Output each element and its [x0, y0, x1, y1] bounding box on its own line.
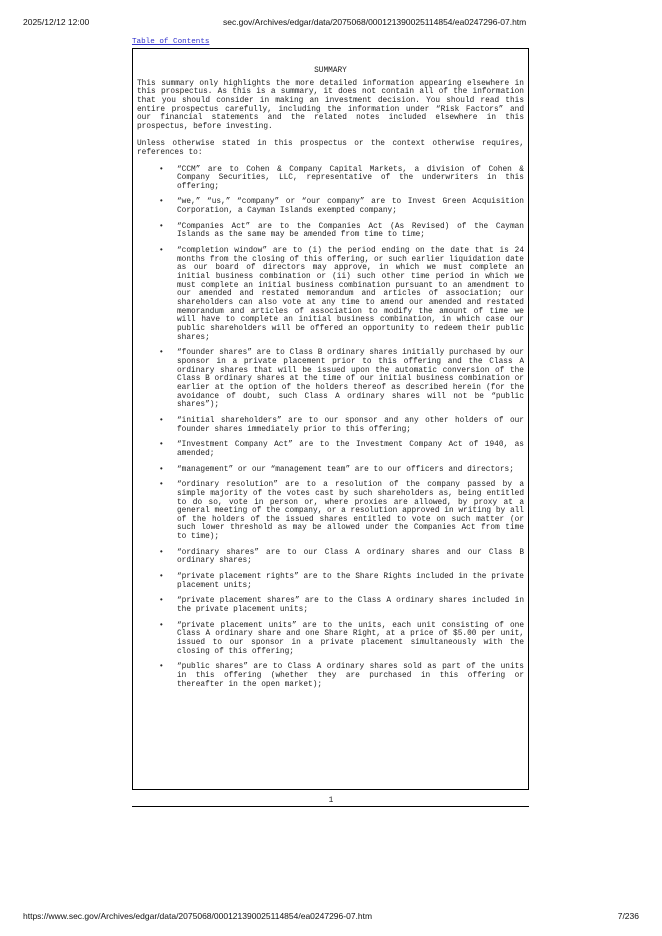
list-item [137, 466, 524, 475]
list-item [137, 663, 524, 689]
definition-text: “private placement rights” are to the Share Rights included in the private placement units; [177, 573, 524, 590]
definition-text: “management” or our “management team” are to our officers and directors; [177, 465, 514, 474]
bullet-icon: • [159, 247, 164, 256]
intro-paragraph: This summary only highlights the more detailed information appearing elsewhere in this prospectus. As this is a summary, it does not contain all of the information that you should consider in making an investment decision. You should read this entire prospectus carefully, including the information under “Risk Factors” and our financial statements and the related notes included elsewhere in this prospectus, before investing. [137, 79, 524, 131]
bullet-icon: • [159, 416, 164, 425]
definition-text: “Investment Company Act” are to the Investment Company Act of 1940, as amended; [177, 441, 524, 458]
page-number: 1 [328, 797, 334, 805]
bullet-icon: • [159, 573, 164, 582]
definition-text: “we,” “us,” “company” or “our company” are to Invest Green Acquisition Corporation, a Cayman Islands exempted company; [177, 198, 524, 216]
definition-text: “ordinary resolution” are to a resolution of the company passed by a simple majority of the votes cast by such shareholders as, being entitled to do so, vote in person or, where proxies are allowed, by proxy at a general meeting of the company, or a resolution approved in writing by all of the holders of the issued shares entitled to vote on such matter (or such lower threshold as may be allowed under the Companies Act from time to time); [177, 481, 524, 542]
definition-text: “initial shareholders” are to our sponsor and any other holders of our founder shares immediately prior to this offering; [177, 416, 524, 434]
list-item [137, 349, 524, 410]
bullet-icon: • [159, 465, 164, 474]
bullet-icon: • [159, 597, 164, 606]
definition-text: “Companies Act” are to the Companies Act (As Revised) of the Cayman Islands as the same may be amended from time to time; [177, 222, 524, 240]
list-item [137, 223, 524, 240]
definitions-list [137, 166, 524, 690]
list-item [137, 166, 524, 192]
bullet-icon: • [159, 481, 164, 490]
bullet-icon: • [159, 349, 164, 358]
definition-text: “founder shares” are to Class B ordinary shares initially purchased by our sponsor in a private placement prior to this offering and the Class A ordinary shares that will be issued upon the automatic conversion of the Class B ordinary shares at the time of our initial business combination or earlier at the option of the holders thereof as described herein (for the avoidance of doubt, such Class A ordinary shares will not be “public shares”); [177, 349, 524, 410]
list-item [137, 198, 524, 215]
definition-text: “private placement units” are to the units, each unit consisting of one Class A ordinary share and one Share Right, at a price of $5.00 per unit, issued to our sponsor in a private placement simultaneously with the closing of this offering; [177, 621, 524, 656]
list-item [137, 597, 524, 614]
bullet-icon: • [159, 441, 164, 450]
footer-url: https://www.sec.gov/Archives/edgar/data/2075068/000121390025114854/ea0247296-07.htm [23, 911, 373, 921]
print-datetime: 2025/12/12 12:00 [23, 17, 90, 27]
section-title: SUMMARY [314, 67, 347, 75]
definition-text: “ordinary shares” are to our Class A ordinary shares and our Class B ordinary shares; [177, 548, 524, 566]
footer-page-count: 7/236 [617, 911, 639, 921]
table-of-contents-link[interactable]: Table of Contents [132, 38, 210, 46]
list-item [137, 573, 524, 590]
list-item [137, 622, 524, 657]
bullet-icon: • [159, 621, 164, 630]
definition-text: “completion window” are to (i) the period ending on the date that is 24 months from the closing of this offering, or such earlier liquidation date as our board of directors may approve, in which we must complete an initial business combination or (ii) such other time period in which we must complete an initial business combination pursuant to an amendment to our amended and restated memorandum and articles of association; our shareholders can also vote at any time to amend our amended and restated memorandum and articles of association to modify the amount of time we will have to complete an initial business combination, in which case our public shareholders will be offered an opportunity to redeem their public shares; [177, 247, 524, 342]
references-paragraph: Unless otherwise stated in this prospectus or the context otherwise requires, references to: [137, 140, 524, 157]
list-item [137, 247, 524, 342]
definition-text: “public shares” are to Class A ordinary shares sold as part of the units in this offering (whether they are purchased in this offering or thereafter in the open market); [177, 663, 524, 689]
list-item [137, 481, 524, 542]
bullet-icon: • [159, 222, 164, 231]
list-item [137, 441, 524, 458]
bullet-icon: • [159, 198, 164, 207]
definition-text: “CCM” are to Cohen & Company Capital Markets, a division of Cohen & Company Securities, LLC, representative of the underwriters in this offering; [177, 165, 524, 191]
summary-box [132, 48, 529, 790]
bullet-icon: • [159, 548, 164, 557]
bullet-icon: • [159, 165, 164, 174]
bullet-icon: • [159, 663, 164, 672]
definition-text: “private placement shares” are to the Class A ordinary shares included in the private placement units; [177, 597, 524, 615]
list-item [137, 417, 524, 434]
print-url: sec.gov/Archives/edgar/data/2075068/000121390025114854/ea0247296-07.htm [223, 17, 527, 27]
list-item [137, 549, 524, 566]
page-divider [132, 806, 529, 807]
